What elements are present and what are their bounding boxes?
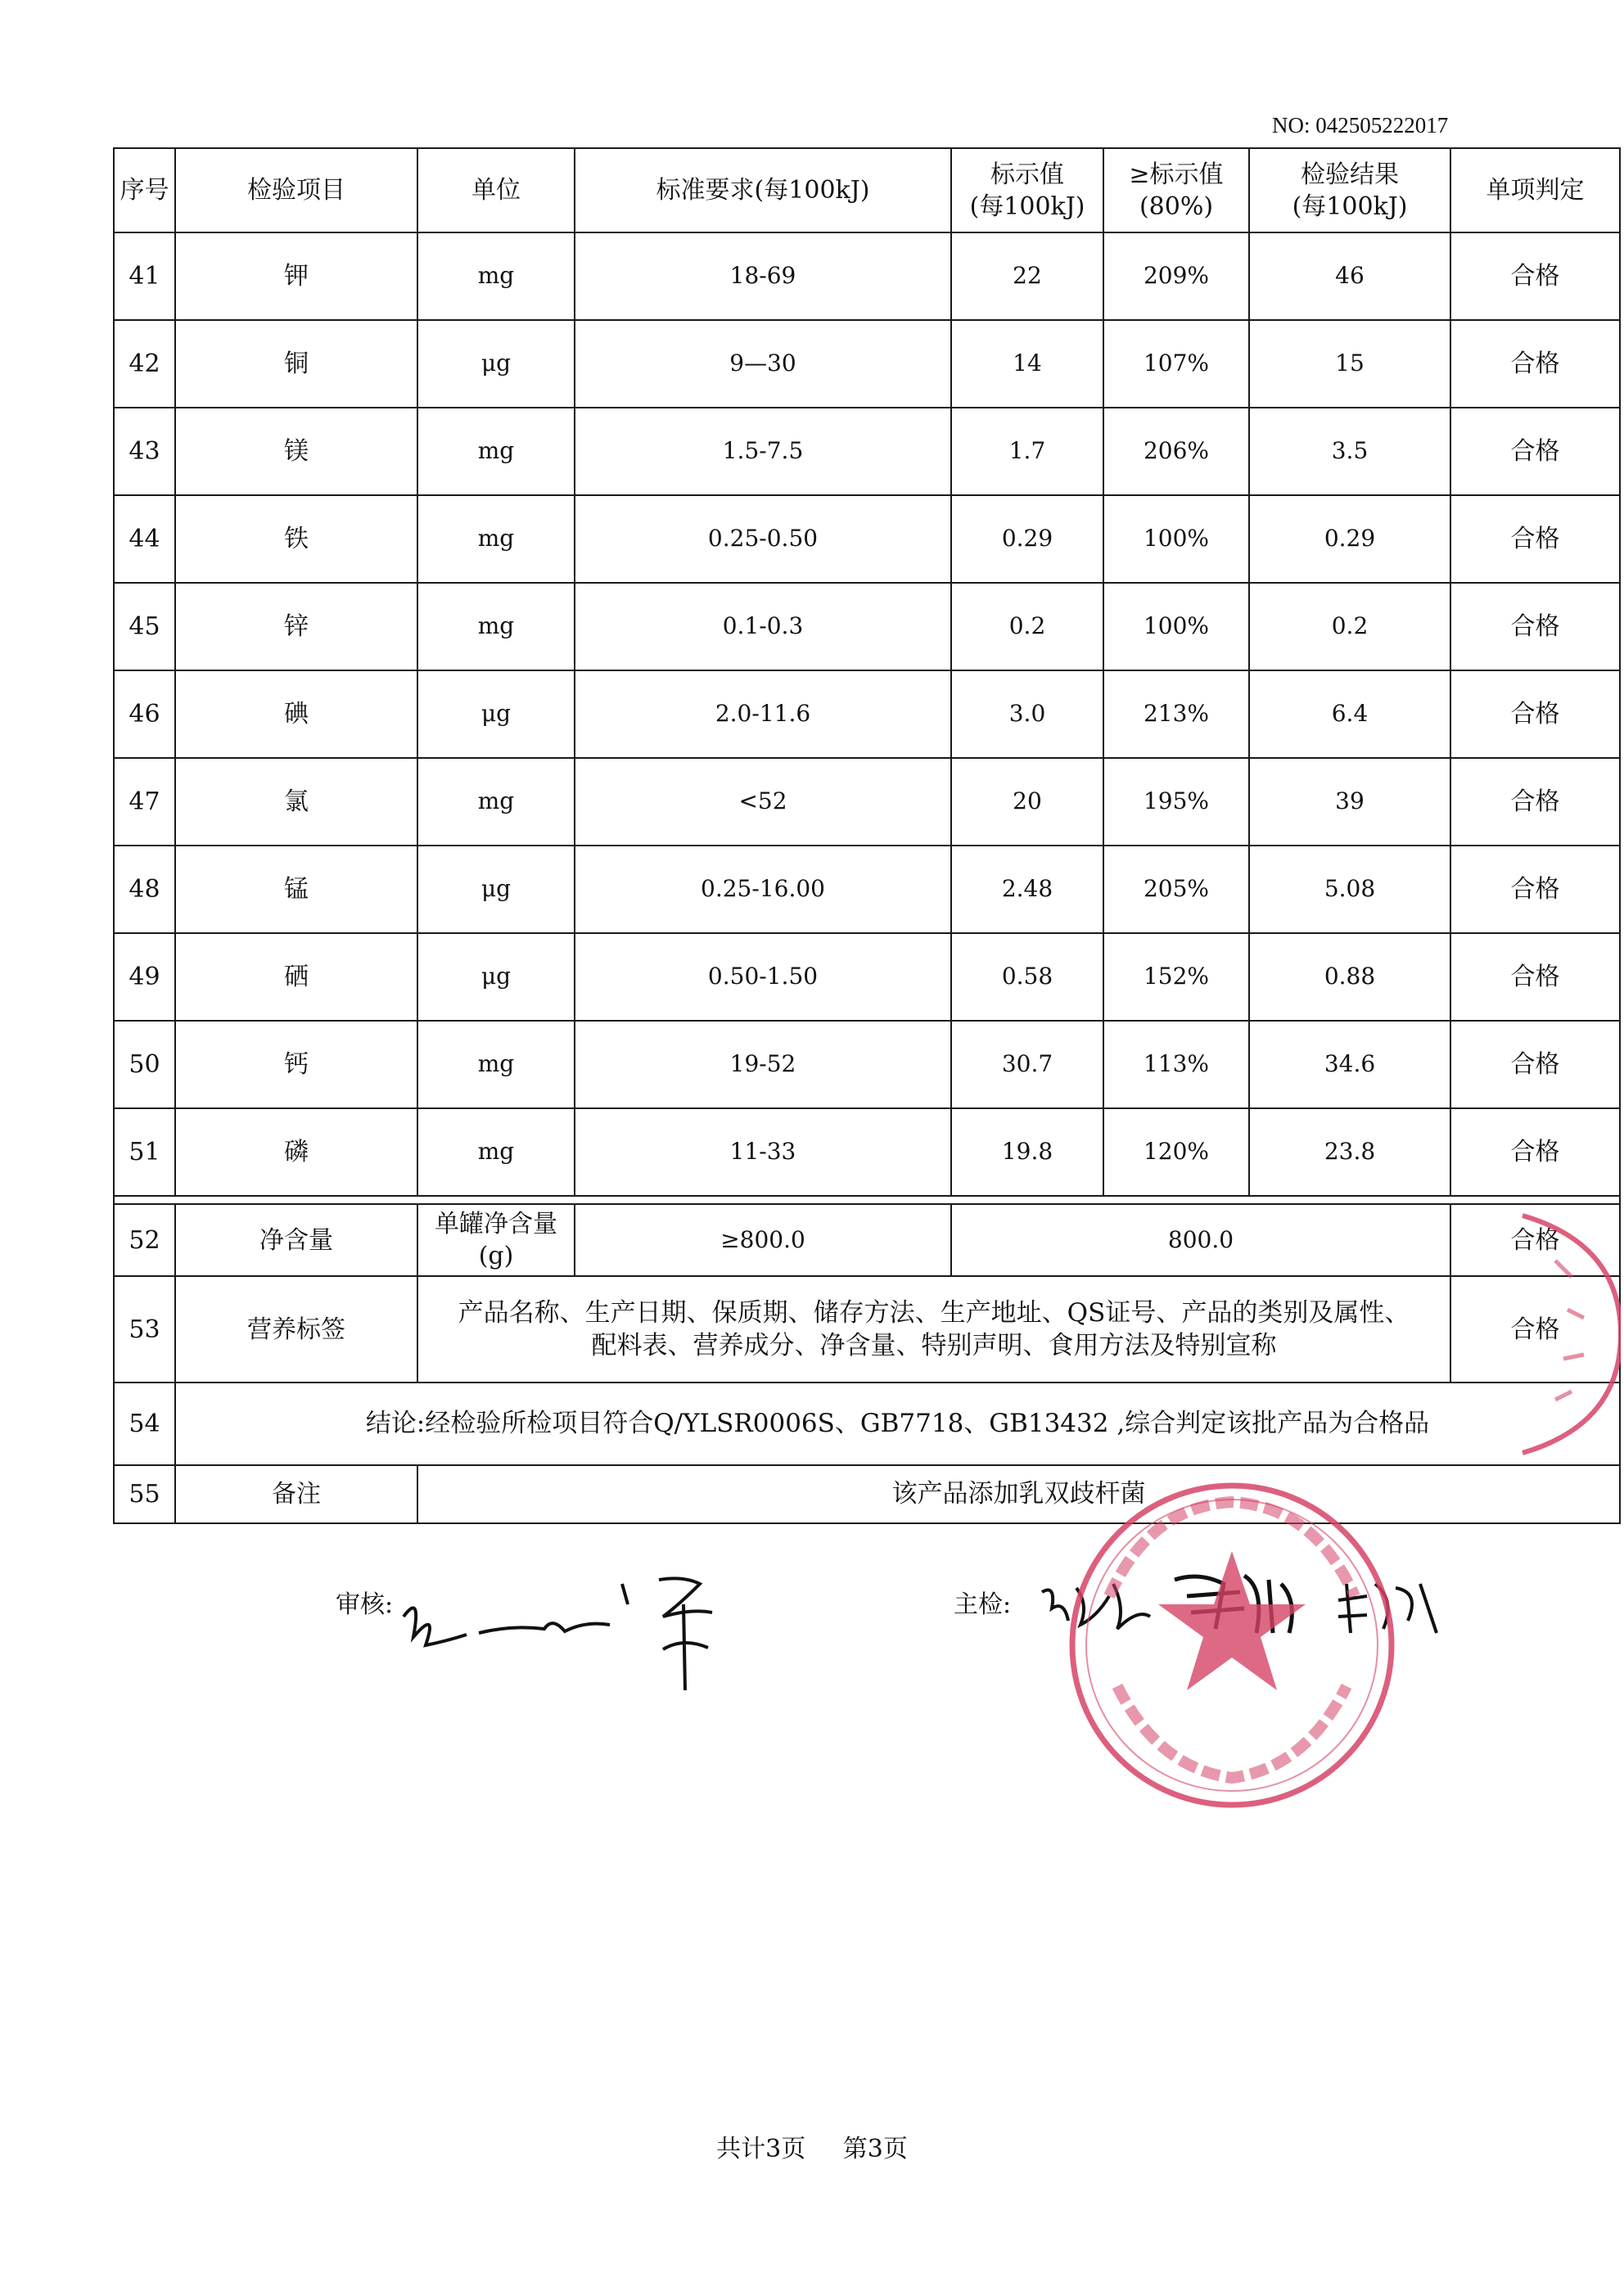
reviewer-signature bbox=[389, 1559, 749, 1711]
cell-item: 硒 bbox=[175, 933, 417, 1021]
cell-seq: 53 bbox=[114, 1276, 175, 1383]
cell-percent: 100% bbox=[1103, 495, 1249, 583]
cell-seq: 48 bbox=[114, 846, 175, 933]
cell-standard: 0.1-0.3 bbox=[575, 583, 951, 670]
cell-seq: 44 bbox=[114, 495, 175, 583]
table-row bbox=[114, 670, 1620, 758]
table-row bbox=[114, 1021, 1620, 1108]
header-seq: 序号 bbox=[114, 148, 175, 232]
cell-seq: 51 bbox=[114, 1108, 175, 1196]
header-result bbox=[1249, 148, 1450, 232]
official-seal-stamp bbox=[1060, 1473, 1404, 1817]
cell-percent: 213% bbox=[1103, 670, 1249, 758]
header-result-line2: (每100kJ) bbox=[1292, 192, 1408, 221]
cell-label-value: 0.29 bbox=[951, 495, 1103, 583]
header-label-line2: (每100kJ) bbox=[969, 192, 1085, 221]
cell-unit: mg bbox=[417, 232, 575, 320]
cell-standard: 2.0-11.6 bbox=[575, 670, 951, 758]
cell-result: 5.08 bbox=[1249, 846, 1450, 933]
cell-judgement: 合格 bbox=[1450, 320, 1620, 408]
cell-judgement: 合格 bbox=[1450, 758, 1620, 846]
cell-item: 备注 bbox=[175, 1465, 417, 1523]
cell-item: 锰 bbox=[175, 846, 417, 933]
header-standard: 标准要求(每100kJ) bbox=[575, 148, 951, 232]
cell-label-value: 14 bbox=[951, 320, 1103, 408]
table-separator-row bbox=[114, 1196, 1620, 1204]
cell-standard: 18-69 bbox=[575, 232, 951, 320]
cell-label-value: 3.0 bbox=[951, 670, 1103, 758]
cell-item: 镁 bbox=[175, 408, 417, 495]
table-row bbox=[114, 933, 1620, 1021]
cell-unit: μg bbox=[417, 846, 575, 933]
cell-result: 15 bbox=[1249, 320, 1450, 408]
cell-unit: mg bbox=[417, 583, 575, 670]
cell-standard: 1.5-7.5 bbox=[575, 408, 951, 495]
cell-label-requirements bbox=[417, 1276, 1450, 1383]
cell-item: 锌 bbox=[175, 583, 417, 670]
cell-seq: 49 bbox=[114, 933, 175, 1021]
cell-item: 碘 bbox=[175, 670, 417, 758]
cell-percent: 120% bbox=[1103, 1108, 1249, 1196]
cell-unit-line1: 单罐净含量 bbox=[435, 1210, 557, 1238]
inspector-label: 主检: bbox=[954, 1590, 1012, 1619]
table-row bbox=[114, 758, 1620, 846]
cell-result: 23.8 bbox=[1249, 1108, 1450, 1196]
cell-standard: 11-33 bbox=[575, 1108, 951, 1196]
cell-item: 磷 bbox=[175, 1108, 417, 1196]
cell-result: 46 bbox=[1249, 232, 1450, 320]
cell-seq: 55 bbox=[114, 1465, 175, 1523]
cell-judgement: 合格 bbox=[1450, 232, 1620, 320]
cell-seq: 42 bbox=[114, 320, 175, 408]
cell-label-value: 22 bbox=[951, 232, 1103, 320]
header-pct-line1: ≥标示值 bbox=[1129, 160, 1224, 189]
cell-percent: 100% bbox=[1103, 583, 1249, 670]
cell-standard: ≥800.0 bbox=[575, 1204, 951, 1276]
cell-judgement: 合格 bbox=[1450, 846, 1620, 933]
cell-percent: 113% bbox=[1103, 1021, 1249, 1108]
cell-item: 铜 bbox=[175, 320, 417, 408]
cell-label-value: 19.8 bbox=[951, 1108, 1103, 1196]
separator-cell bbox=[114, 1196, 1620, 1204]
cell-conclusion: 结论:经检验所检项目符合Q/YLSR0006S、GB7718、GB13432 ,综合判定该批产品为合格品 bbox=[175, 1383, 1620, 1465]
table-row bbox=[114, 320, 1620, 408]
cell-percent: 205% bbox=[1103, 846, 1249, 933]
cell-judgement: 合格 bbox=[1450, 670, 1620, 758]
table-row bbox=[114, 408, 1620, 495]
cell-standard: 0.25-0.50 bbox=[575, 495, 951, 583]
cell-percent: 209% bbox=[1103, 232, 1249, 320]
cell-percent: 206% bbox=[1103, 408, 1249, 495]
cell-remark: 该产品添加乳双歧杆菌 bbox=[417, 1465, 1620, 1523]
label-requirements-line1: 产品名称、生产日期、保质期、储存方法、生产地址、QS证号、产品的类别及属性、 bbox=[458, 1297, 1410, 1328]
table-row bbox=[114, 1108, 1620, 1196]
cell-item: 氯 bbox=[175, 758, 417, 846]
cell-result: 0.88 bbox=[1249, 933, 1450, 1021]
cell-unit bbox=[417, 1204, 575, 1276]
table-row bbox=[114, 583, 1620, 670]
cell-result: 6.4 bbox=[1249, 670, 1450, 758]
table-row-nutrition-label bbox=[114, 1276, 1620, 1383]
inspection-table bbox=[113, 147, 1621, 1524]
cell-judgement: 合格 bbox=[1450, 408, 1620, 495]
cell-item: 铁 bbox=[175, 495, 417, 583]
cell-standard: 0.50-1.50 bbox=[575, 933, 951, 1021]
table-row-conclusion bbox=[114, 1383, 1620, 1465]
cell-unit: mg bbox=[417, 1021, 575, 1108]
cell-result: 0.29 bbox=[1249, 495, 1450, 583]
label-requirements-line2: 配料表、营养成分、净含量、特别声明、食用方法及特别宣称 bbox=[591, 1331, 1277, 1360]
cell-label-value: 2.48 bbox=[951, 846, 1103, 933]
cell-seq: 52 bbox=[114, 1204, 175, 1276]
cell-unit: μg bbox=[417, 670, 575, 758]
footer-current-page: 第3页 bbox=[842, 2135, 908, 2163]
cell-seq: 46 bbox=[114, 670, 175, 758]
cell-unit: μg bbox=[417, 933, 575, 1021]
cell-judgement: 合格 bbox=[1450, 1276, 1620, 1383]
cell-result: 39 bbox=[1249, 758, 1450, 846]
reviewer-label: 审核: bbox=[336, 1590, 394, 1619]
cell-seq: 47 bbox=[114, 758, 175, 846]
table-header-row bbox=[114, 148, 1620, 232]
cell-unit-line2: (g) bbox=[478, 1242, 514, 1270]
cell-result: 0.2 bbox=[1249, 583, 1450, 670]
cell-standard: 19-52 bbox=[575, 1021, 951, 1108]
cell-unit: mg bbox=[417, 1108, 575, 1196]
cell-judgement: 合格 bbox=[1450, 1021, 1620, 1108]
header-percent bbox=[1103, 148, 1249, 232]
cell-unit: mg bbox=[417, 408, 575, 495]
cell-item: 钾 bbox=[175, 232, 417, 320]
header-pct-line2: (80%) bbox=[1139, 192, 1214, 221]
cell-label-value: 20 bbox=[951, 758, 1103, 846]
cell-label-value: 0.58 bbox=[951, 933, 1103, 1021]
table-row bbox=[114, 232, 1620, 320]
cell-result: 34.6 bbox=[1249, 1021, 1450, 1108]
cell-label-value: 0.2 bbox=[951, 583, 1103, 670]
cell-unit: mg bbox=[417, 758, 575, 846]
cell-judgement: 合格 bbox=[1450, 933, 1620, 1021]
table-row bbox=[114, 846, 1620, 933]
cell-percent: 152% bbox=[1103, 933, 1249, 1021]
cell-seq: 45 bbox=[114, 583, 175, 670]
report-number: NO: 042505222017 bbox=[1272, 113, 1449, 138]
table-row-net-content bbox=[114, 1204, 1620, 1276]
cell-judgement: 合格 bbox=[1450, 1204, 1620, 1276]
cell-percent: 195% bbox=[1103, 758, 1249, 846]
cell-judgement: 合格 bbox=[1450, 1108, 1620, 1196]
cell-result: 3.5 bbox=[1249, 408, 1450, 495]
header-item: 检验项目 bbox=[175, 148, 417, 232]
cell-seq: 54 bbox=[114, 1383, 175, 1465]
header-label-line1: 标示值 bbox=[990, 160, 1064, 189]
cell-standard: 9—30 bbox=[575, 320, 951, 408]
header-unit: 单位 bbox=[417, 148, 575, 232]
cell-item: 营养标签 bbox=[175, 1276, 417, 1383]
cell-label-value: 30.7 bbox=[951, 1021, 1103, 1108]
footer-total-pages: 共计3页 bbox=[716, 2135, 806, 2163]
cell-unit: mg bbox=[417, 495, 575, 583]
cell-seq: 43 bbox=[114, 408, 175, 495]
cell-measured-value: 800.0 bbox=[951, 1204, 1450, 1276]
page-footer bbox=[0, 2128, 1624, 2164]
cell-item: 钙 bbox=[175, 1021, 417, 1108]
cell-standard: 0.25-16.00 bbox=[575, 846, 951, 933]
cell-judgement: 合格 bbox=[1450, 583, 1620, 670]
cell-seq: 41 bbox=[114, 232, 175, 320]
cell-percent: 107% bbox=[1103, 320, 1249, 408]
cell-standard: <52 bbox=[575, 758, 951, 846]
cell-item: 净含量 bbox=[175, 1204, 417, 1276]
cell-label-value: 1.7 bbox=[951, 408, 1103, 495]
cell-unit: μg bbox=[417, 320, 575, 408]
edge-seal-stamp bbox=[1506, 1211, 1621, 1457]
header-label-value bbox=[951, 148, 1103, 232]
cell-judgement: 合格 bbox=[1450, 495, 1620, 583]
cell-seq: 50 bbox=[114, 1021, 175, 1108]
header-result-line1: 检验结果 bbox=[1301, 160, 1399, 189]
header-judgement: 单项判定 bbox=[1450, 148, 1620, 232]
table-row bbox=[114, 495, 1620, 583]
